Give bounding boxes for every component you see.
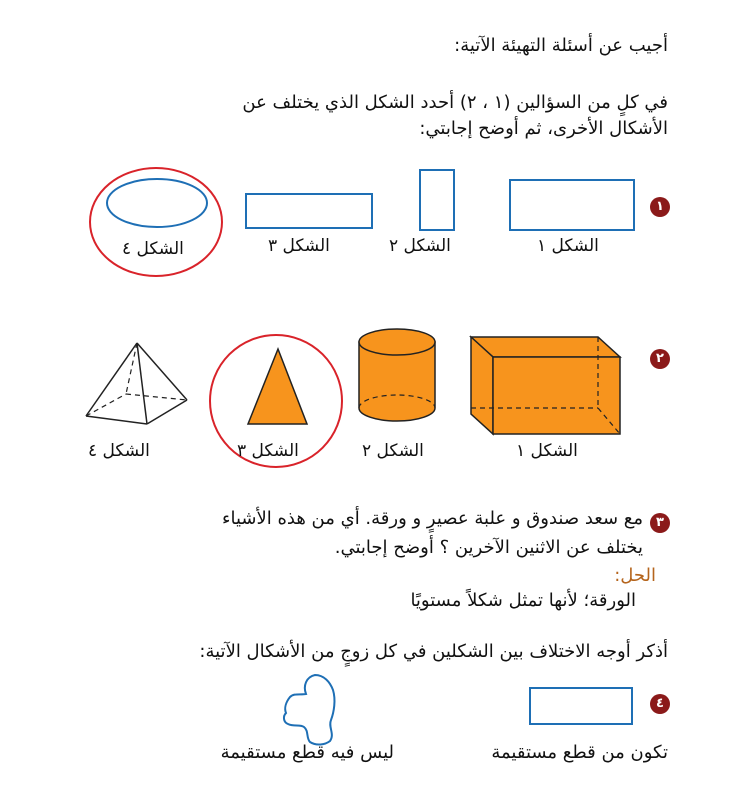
q1-caption-3: الشكل ٣ — [268, 236, 330, 256]
q3-question-line-2: يختلف عن الاثنين الآخرين ؟ أوضح إجابتي. — [334, 537, 643, 558]
q2-shape-4-pyramid — [86, 343, 187, 424]
q1-number-badge: ١ — [650, 197, 670, 217]
q2-number-badge: ٢ — [650, 349, 670, 369]
q4-number-badge: ٤ — [650, 694, 670, 714]
q4-curved-shape — [284, 675, 335, 745]
q1-caption-2: الشكل ٢ — [389, 236, 451, 256]
q2-caption-4: الشكل ٤ — [88, 441, 150, 461]
q2-shape-2-cylinder — [359, 329, 435, 421]
q1-caption-1: الشكل ١ — [537, 236, 599, 256]
q2-caption-3: الشكل ٣ — [237, 441, 299, 461]
q1-shape-2-rectangle — [420, 170, 454, 230]
q1-shape-3-rectangle — [246, 194, 372, 228]
instruction-line-1: في كلٍ من السؤالين (١ ، ٢) أحدد الشكل الذي يختلف عن — [242, 92, 668, 113]
q4-left-caption: ليس فيه قطع مستقيمة — [220, 742, 394, 763]
q3-solution-label: الحل: — [614, 565, 656, 586]
q1-answer-circle — [90, 168, 222, 276]
q2-shape-1-prism — [471, 337, 620, 434]
q1-shape-1-rectangle — [510, 180, 634, 230]
differences-prompt: أذكر أوجه الاختلاف بين الشكلين في كل زوجٍ من الأشكال الآتية: — [199, 641, 668, 662]
q2-caption-1: الشكل ١ — [516, 441, 578, 461]
instruction-line-2: الأشكال الأخرى، ثم أوضح إجابتي: — [419, 118, 668, 139]
q2-caption-2: الشكل ٢ — [362, 441, 424, 461]
q3-number-badge: ٣ — [650, 513, 670, 533]
q4-right-caption: تكون من قطع مستقيمة — [491, 742, 668, 763]
q1-caption-4: الشكل ٤ — [122, 239, 184, 259]
q2-shape-3-triangle — [248, 349, 307, 424]
intro-heading: أجيب عن أسئلة التهيئة الآتية: — [454, 35, 668, 56]
q1-shape-4-ellipse — [107, 179, 207, 227]
q3-solution-text: الورقة؛ لأنها تمثل شكلاً مستويًا — [410, 590, 636, 611]
q3-question-line-1: مع سعد صندوق و علبة عصيرٍ و ورقة. أي من هذه الأشياء — [222, 508, 643, 529]
q4-rectangle — [530, 688, 632, 724]
